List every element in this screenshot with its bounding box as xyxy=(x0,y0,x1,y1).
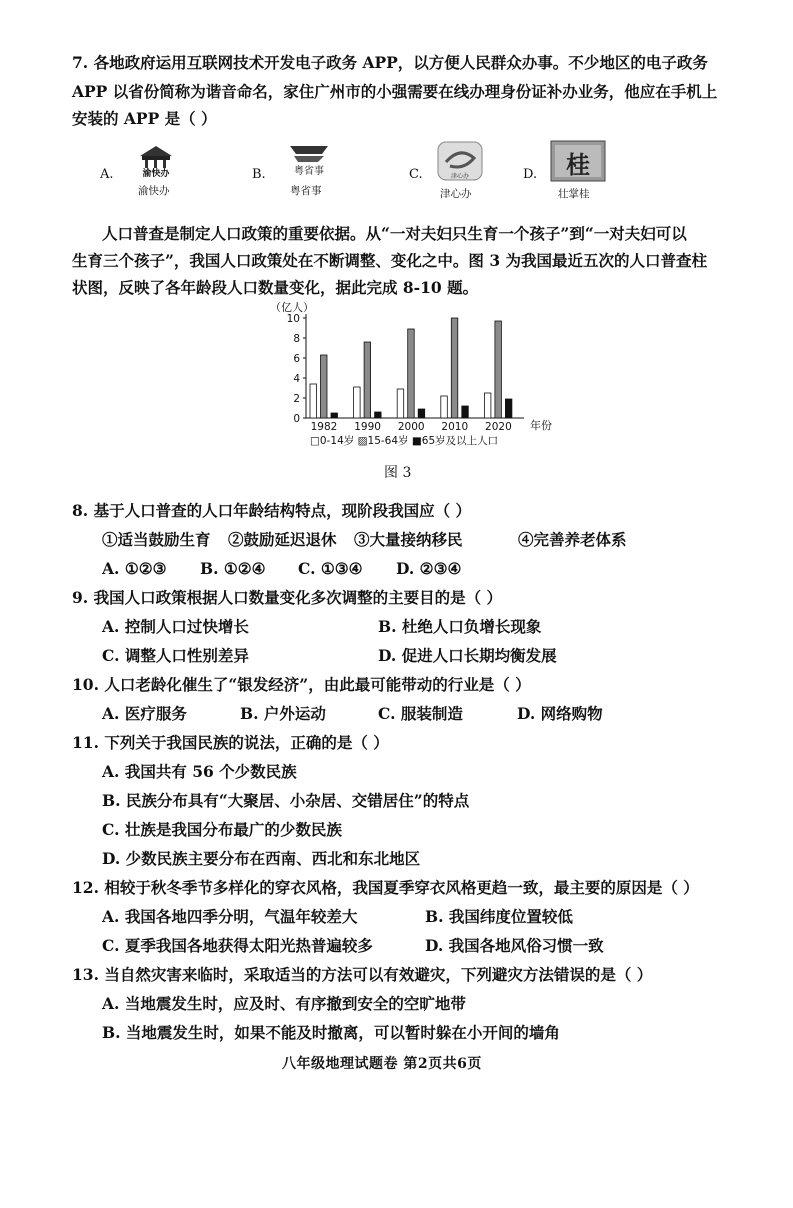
q11-option-b: B. 民族分布具有“大聚居、小杂居、交错居住”的特点 xyxy=(102,791,470,810)
chart-y-tick-label: 6 xyxy=(293,353,300,365)
chart-bar xyxy=(331,413,338,418)
intro-line1: 人口普查是制定人口政策的重要依据。从“一对夫妇只生育一个孩子”到“一对夫妇可以 xyxy=(102,224,687,243)
chart-y-tick-label: 10 xyxy=(286,313,300,325)
q8-stem: 8. 基于人口普查的人口年龄结构特点，现阶段我国应（ ） xyxy=(72,501,471,520)
yukuaiban-logo-text: 渝快办 xyxy=(142,169,170,178)
intro-line3: 状图，反映了各年龄段人口数量变化，据此完成 8-10 题。 xyxy=(72,278,479,297)
chart-bar xyxy=(375,412,382,418)
q7-option-b-name: 粤省事 xyxy=(290,185,322,197)
jinxinban-logo-icon xyxy=(436,140,484,182)
q13-option-b: B. 当地震发生时，如果不能及时撤离，可以暂时躲在小开间的墙角 xyxy=(102,1023,560,1042)
q8-item-2: ②鼓励延迟退休 xyxy=(228,530,337,549)
yueshengshi-logo-text: 粤省事 xyxy=(294,166,324,177)
q7-option-b-letter: B. xyxy=(252,167,266,182)
q9-stem: 9. 我国人口政策根据人口数量变化多次调整的主要目的是（ ） xyxy=(72,588,502,607)
chart-legend: □0-14岁 ▨15-64岁 ■65岁及以上人口 xyxy=(310,435,499,447)
q8-option-a: A. ①②③ xyxy=(102,559,167,578)
chart-bar xyxy=(321,355,328,418)
chart-bar xyxy=(364,342,371,418)
yukuaiban-logo-icon xyxy=(136,142,176,178)
chart-bar xyxy=(462,406,469,418)
jinxinban-logo-text: 津心办 xyxy=(450,173,470,180)
q11-option-a: A. 我国共有 56 个少数民族 xyxy=(102,762,297,781)
q8-item-3: ③大量接纳移民 xyxy=(354,530,463,549)
chart-x-tick-label: 2020 xyxy=(485,421,512,433)
q7-option-d-letter: D. xyxy=(523,167,538,182)
chart-bar xyxy=(505,399,512,418)
chart-bar xyxy=(441,396,448,418)
chart-svg xyxy=(262,296,562,456)
q10-option-d: D. 网络购物 xyxy=(517,704,603,723)
chart-x-tick-label: 2010 xyxy=(441,421,469,433)
q8-option-c: C. ①③④ xyxy=(298,559,363,578)
q12-option-d: D. 我国各地风俗习惯一致 xyxy=(425,936,604,955)
q13-stem: 13. 当自然灾害来临时，采取适当的方法可以有效避灾，下列避灾方法错误的是（ ） xyxy=(72,965,653,984)
zhuangzhanggui-logo-icon xyxy=(550,140,606,182)
chart-x-tick-label: 1990 xyxy=(354,421,381,433)
q10-option-a: A. 医疗服务 xyxy=(102,704,187,723)
q12-option-a: A. 我国各地四季分明，气温年较差大 xyxy=(102,907,358,926)
chart-x-axis-label: 年份 xyxy=(530,419,552,432)
chart-bar xyxy=(397,389,404,418)
q10-option-c: C. 服装制造 xyxy=(378,704,463,723)
q9-option-a: A. 控制人口过快增长 xyxy=(102,617,249,636)
chart-x-tick-label: 2000 xyxy=(397,421,425,433)
q10-stem: 10. 人口老龄化催生了“银发经济”，由此最可能带动的行业是（ ） xyxy=(72,675,531,694)
q8-item-4: ④完善养老体系 xyxy=(518,530,627,549)
chart-y-tick-label: 4 xyxy=(293,373,300,385)
q11-stem: 11. 下列关于我国民族的说法，正确的是（ ） xyxy=(72,733,389,752)
chart-bar xyxy=(484,393,491,418)
q9-option-b: B. 杜绝人口负增长现象 xyxy=(378,617,542,636)
zhuangzhanggui-logo-text: 桂 xyxy=(566,150,590,179)
q13-option-a: A. 当地震发生时，应及时、有序撤到安全的空旷地带 xyxy=(102,994,466,1013)
q11-option-d: D. 少数民族主要分布在西南、西北和东北地区 xyxy=(102,849,421,868)
q8-item-1: ①适当鼓励生育 xyxy=(102,530,211,549)
chart-x-tick-label: 1982 xyxy=(310,421,338,433)
chart-y-tick-label: 2 xyxy=(293,393,300,405)
chart-bar xyxy=(418,409,425,418)
q8-option-b: B. ①②④ xyxy=(200,559,266,578)
chart-y-tick-label: 0 xyxy=(293,413,300,425)
q7-option-c-name: 津心办 xyxy=(440,188,472,200)
q7-option-a-letter: A. xyxy=(100,167,114,182)
chart-y-tick-label: 8 xyxy=(293,333,300,345)
page-footer: 八年级地理试题卷 第2页共6页 xyxy=(282,1056,482,1072)
q12-option-c: C. 夏季我国各地获得太阳光热普遍较多 xyxy=(102,936,373,955)
q11-option-c: C. 壮族是我国分布最广的少数民族 xyxy=(102,820,342,839)
q7-option-c-letter: C. xyxy=(409,167,423,182)
q9-option-d: D. 促进人口长期均衡发展 xyxy=(378,646,557,665)
figure-caption: 图 3 xyxy=(384,465,412,481)
q7-stem-line2: APP 以省份简称为谐音命名，家住广州市的小强需要在线办理身份证补办业务，他应在手机上 xyxy=(72,82,718,101)
chart-bar xyxy=(354,387,361,418)
chart-bar xyxy=(495,321,502,418)
q7-option-d-name: 壮掌桂 xyxy=(558,188,590,200)
q7-stem-line1: 7. 各地政府运用互联网技术开发电子政务 APP，以方便人民群众办事。不少地区的电子政务 xyxy=(72,53,708,72)
q12-option-b: B. 我国纬度位置较低 xyxy=(425,907,573,926)
chart-bar xyxy=(310,384,317,418)
q9-option-c: C. 调整人口性别差异 xyxy=(102,646,249,665)
chart-bar xyxy=(451,318,458,418)
q8-option-d: D. ②③④ xyxy=(396,559,462,578)
yueshengshi-logo-icon xyxy=(282,142,336,178)
chart-y-axis-label: （亿人） xyxy=(270,301,314,314)
q7-option-a-name: 渝快办 xyxy=(138,185,170,197)
population-census-chart xyxy=(262,296,562,456)
chart-bar xyxy=(408,329,415,418)
q10-option-b: B. 户外运动 xyxy=(240,704,326,723)
intro-line2: 生育三个孩子”，我国人口政策处在不断调整、变化之中。图 3 为我国最近五次的人口普查柱 xyxy=(72,251,707,270)
q12-stem: 12. 相较于秋冬季节多样化的穿衣风格，我国夏季穿衣风格更趋一致，最主要的原因是（ ） xyxy=(72,878,699,897)
q7-stem-line3: 安装的 APP 是（ ） xyxy=(72,109,217,128)
